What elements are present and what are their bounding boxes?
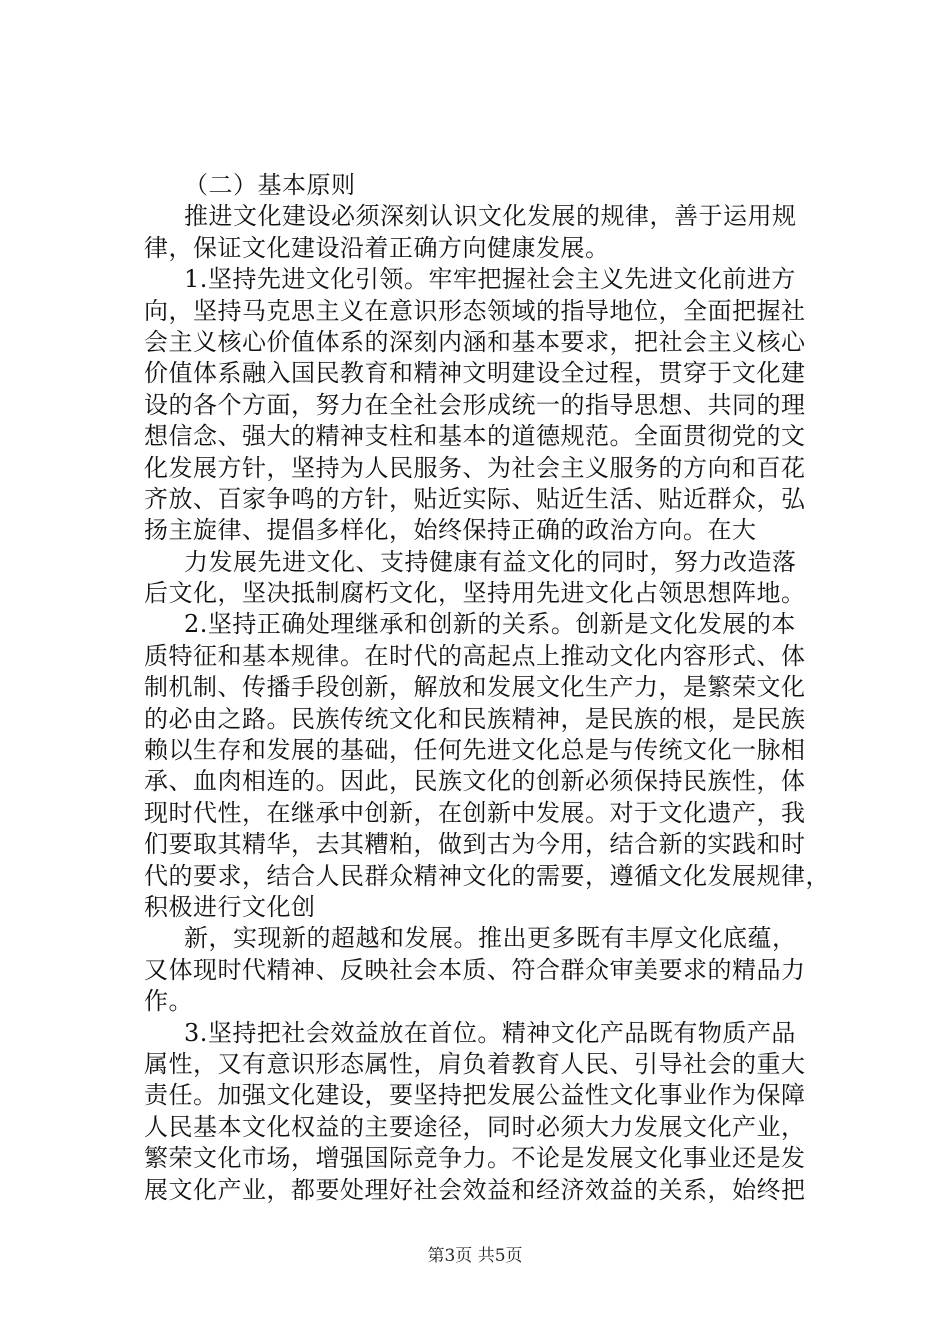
text-line: 责任。加强文化建设，要坚持把发展公益性文化事业作为保障 — [144, 1081, 806, 1110]
text-line: 赖以生存和发展的基础，任何先进文化总是与传统文化一脉相 — [144, 736, 806, 765]
text-line: 价值体系融入国民教育和精神文明建设全过程，贯穿于文化建 — [144, 359, 806, 388]
text-line: 2.坚持正确处理继承和创新的关系。创新是文化发展的本 — [184, 610, 796, 639]
text-line: 推进文化建设必须深刻认识文化发展的规律，善于运用规 — [184, 202, 797, 231]
text-line: 承、血肉相连的。因此，民族文化的创新必须保持民族性，体 — [144, 767, 806, 796]
text-line: 作。 — [144, 987, 193, 1016]
text-line: 们要取其精华，去其糟粕，做到古为今用，结合新的实践和时 — [144, 830, 806, 859]
text-line: 设的各个方面，努力在全社会形成统一的指导思想、共同的理 — [144, 390, 806, 419]
text-line: 想信念、强大的精神支柱和基本的道德规范。全面贯彻党的文 — [144, 422, 806, 451]
text-line: 属性，又有意识形态属性，肩负着教育人民、引导社会的重大 — [144, 1049, 806, 1078]
text-line: 齐放、百家争鸣的方针，贴近实际、贴近生活、贴近群众，弘 — [144, 484, 806, 513]
text-line: 律，保证文化建设沿着正确方向健康发展。 — [144, 233, 610, 262]
text-line: （二）基本原则 — [184, 171, 356, 199]
text-line: 又体现时代精神、反映社会本质、符合群众审美要求的精品力 — [144, 955, 806, 984]
text-line: 代的要求，结合人民群众精神文化的需要，遵循文化发展规律， — [144, 861, 830, 890]
text-line: 向，坚持马克思主义在意识形态领域的指导地位，全面把握社 — [144, 296, 806, 325]
text-line: 后文化，坚决抵制腐朽文化，坚持用先进文化占领思想阵地。 — [144, 579, 806, 608]
text-line: 1.坚持先进文化引领。牢牢把握社会主义先进文化前进方 — [184, 265, 796, 294]
text-line: 现时代性，在继承中创新，在创新中发展。对于文化遗产，我 — [144, 798, 806, 827]
text-line: 力发展先进文化、支持健康有益文化的同时，努力改造落 — [184, 547, 797, 576]
page-footer: 第3页 共5页 — [427, 1246, 523, 1266]
text-line: 扬主旋律、提倡多样化，始终保持正确的政治方向。在大 — [144, 516, 757, 545]
text-line: 人民基本文化权益的主要途径，同时必须大力发展文化产业， — [144, 1112, 806, 1141]
text-line: 展文化产业，都要处理好社会效益和经济效益的关系，始终把 — [144, 1175, 806, 1204]
document-body — [144, 170, 834, 1206]
text-line: 积极进行文化创 — [144, 892, 316, 921]
text-line: 新，实现新的超越和发展。推出更多既有丰厚文化底蕴， — [184, 924, 797, 953]
text-line: 3.坚持把社会效益放在首位。精神文化产品既有物质产品 — [184, 1018, 796, 1047]
text-line: 制机制、传播手段创新，解放和发展文化生产力，是繁荣文化 — [144, 673, 806, 702]
text-line: 化发展方针，坚持为人民服务、为社会主义服务的方向和百花 — [144, 453, 806, 482]
text-line: 质特征和基本规律。在时代的高起点上推动文化内容形式、体 — [144, 641, 806, 670]
text-line: 会主义核心价值体系的深刻内涵和基本要求，把社会主义核心 — [144, 327, 806, 356]
text-line: 繁荣文化市场，增强国际竞争力。不论是发展文化事业还是发 — [144, 1144, 806, 1173]
text-line: 的必由之路。民族传统文化和民族精神，是民族的根，是民族 — [144, 704, 806, 733]
